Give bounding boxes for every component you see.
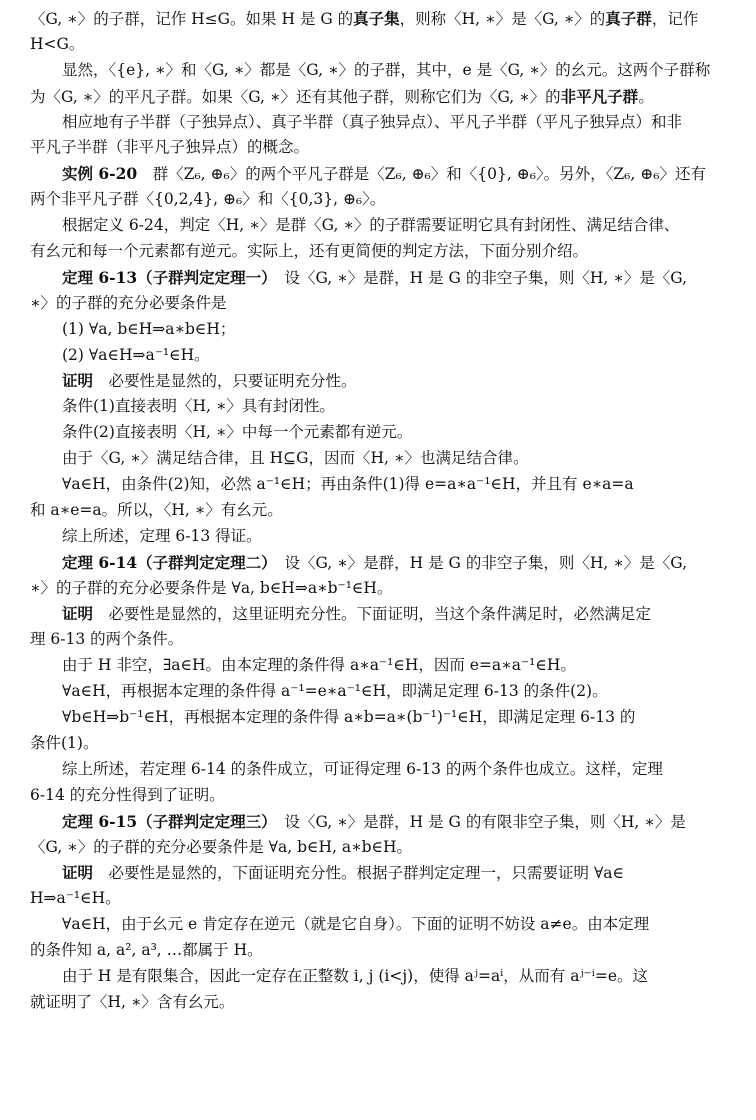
text-run: 由于 H 是有限集合，因此一定存在正整数 i, j (i<j)，使得 aʲ=aⁱ，从而有 aʲ⁻ⁱ=e。这	[62, 966, 649, 985]
text-line	[30, 58, 742, 84]
text-run: 必要性是显然的，只要证明充分性。	[93, 372, 357, 391]
text-run: ∀a∈H，由条件(2)知，必然 a⁻¹∈H；再由条件(1)得 e=a∗a⁻¹∈H，并且有 e∗a=a	[62, 475, 634, 494]
text-line	[30, 783, 742, 809]
text-line	[30, 265, 742, 291]
text-line	[30, 187, 742, 213]
text-run: ∗〉的子群的充分必要条件是	[30, 293, 227, 312]
text-run: 两个非平凡子群〈{0,2,4}, ⊕₆〉和〈{0,3}, ⊕₆〉。	[30, 190, 386, 209]
text-run: 就证明了〈H, ∗〉含有幺元。	[30, 992, 235, 1011]
text-line	[30, 446, 742, 472]
text-run: 设〈G, ∗〉是群，H 是 G 的非空子集，则〈H, ∗〉是〈G,	[268, 268, 687, 287]
text-run: ，则称〈H, ∗〉是〈G, ∗〉的	[399, 10, 606, 28]
text-run: 必要性是显然的，这里证明充分性。下面证明，当这个条件满足时，必然满足定	[93, 605, 652, 624]
text-run: 显然，〈{e}, ∗〉和〈G, ∗〉都是〈G, ∗〉的子群，其中，e 是〈G, ∗〉的幺元。这两个子群称	[62, 60, 711, 79]
text-run: 群〈Z₆, ⊕₆〉的两个平凡子群是〈Z₆, ⊕₆〉和〈{0}, ⊕₆〉。另外，〈Z₆, ⊕₆〉还有	[137, 165, 706, 184]
text-run: 条件(1)直接表明〈H, ∗〉具有封闭性。	[62, 397, 335, 416]
text-line	[30, 135, 742, 161]
text-line	[30, 84, 742, 110]
text-run: H<G。	[30, 34, 85, 53]
text-run: 条件(1)。	[30, 733, 99, 752]
text-line	[30, 394, 742, 420]
bold-term: 定理 6-13（子群判定定理一）	[62, 267, 269, 287]
text-run: 综上所述，定理 6-13 得证。	[62, 526, 262, 545]
text-line	[30, 990, 742, 1016]
text-line	[30, 239, 742, 265]
text-line	[30, 627, 742, 653]
text-run: 根据定义 6-24，判定〈H, ∗〉是群〈G, ∗〉的子群需要证明它具有封闭性、满足结合律、	[62, 216, 680, 235]
text-run: ∀a∈H，再根据本定理的条件得 a⁻¹=e∗a⁻¹∈H，即满足定理 6-13 的条件(2)。	[62, 682, 608, 701]
text-line	[30, 368, 742, 394]
text-run: 由于〈G, ∗〉满足结合律，且 H⊆G，因而〈H, ∗〉也满足结合律。	[62, 449, 529, 468]
bold-term: 定理 6-14（子群判定定理二）	[62, 552, 269, 572]
text-run: 条件(2)直接表明〈H, ∗〉中每一个元素都有逆元。	[62, 423, 413, 442]
text-line	[30, 498, 742, 524]
text-line	[30, 809, 742, 835]
bold-term: 实例 6-20	[62, 164, 138, 184]
text-line	[30, 835, 742, 861]
text-run: 的条件知 a, a², a³, …都属于 H。	[30, 941, 263, 960]
text-run: 为〈G, ∗〉的平凡子群。如果〈G, ∗〉还有其他子群，则称它们为〈G, ∗〉的	[30, 87, 561, 106]
text-run: 由于 H 非空，∃a∈H。由本定理的条件得 a∗a⁻¹∈H，因而 e=a∗a⁻¹∈H。	[62, 656, 576, 675]
text-line	[30, 472, 742, 498]
text-run: 平凡子半群（非平凡子独异点）的概念。	[30, 138, 310, 157]
text-run: H⇒a⁻¹∈H。	[30, 889, 121, 908]
text-line	[30, 576, 742, 602]
bold-term: 真子集	[353, 9, 400, 28]
text-line	[30, 679, 742, 705]
text-run: 设〈G, ∗〉是群，H 是 G 的非空子集，则〈H, ∗〉是〈G,	[268, 553, 687, 572]
text-run: 相应地有子半群（子独异点）、真子半群（真子独异点）、平凡子半群（平凡子独异点）和非	[62, 112, 683, 131]
text-line	[30, 653, 742, 679]
text-line	[30, 317, 742, 343]
text-run: 〈G, ∗〉的子群的充分必要条件是 ∀a, b∈H, a∗b∈H。	[30, 837, 413, 856]
bold-term: 证明	[62, 604, 94, 624]
text-run: 。	[638, 87, 654, 106]
text-line	[30, 110, 742, 136]
text-line	[30, 420, 742, 446]
text-run: (2) ∀a∈H⇒a⁻¹∈H。	[62, 345, 210, 364]
text-line	[30, 705, 742, 731]
text-run: 〈G, ∗〉的子群，记作 H≤G。如果 H 是 G 的	[30, 10, 354, 28]
text-line	[30, 731, 742, 757]
text-line	[30, 550, 742, 576]
bold-term: 证明	[62, 863, 94, 883]
text-run: ∗〉的子群的充分必要条件是 ∀a, b∈H⇒a∗b⁻¹∈H。	[30, 578, 393, 597]
text-line	[30, 291, 742, 317]
text-line	[30, 757, 742, 783]
text-run: 设〈G, ∗〉是群，H 是 G 的有限非空子集，则〈H, ∗〉是	[268, 812, 686, 831]
text-run: ∀a∈H，由于幺元 e 肯定存在逆元（就是它自身）。下面的证明不妨设 a≠e。由本定理	[62, 915, 650, 934]
text-line	[30, 964, 742, 990]
text-run: 综上所述，若定理 6-14 的条件成立，可证得定理 6-13 的两个条件也成立。这样，定理	[62, 759, 663, 778]
text-line	[30, 938, 742, 964]
text-line	[30, 32, 742, 58]
text-line	[30, 912, 742, 938]
text-line	[30, 601, 742, 627]
text-run: 理 6-13 的两个条件。	[30, 630, 184, 649]
text-run: (1) ∀a, b∈H⇒a∗b∈H；	[62, 319, 236, 338]
bold-term: 非平凡子群	[560, 86, 639, 106]
text-line	[30, 213, 742, 239]
text-run: 6-14 的充分性得到了证明。	[30, 785, 225, 804]
text-line	[30, 886, 742, 912]
text-run: 有幺元和每一个元素都有逆元。实际上，还有更简便的判定方法，下面分别介绍。	[30, 242, 589, 261]
text-line	[30, 6, 742, 32]
text-line	[30, 161, 742, 187]
text-line	[30, 343, 742, 369]
text-run: 和 a∗e=a。所以，〈H, ∗〉有幺元。	[30, 500, 283, 519]
text-line	[30, 524, 742, 550]
text-run: ∀b∈H⇒b⁻¹∈H，再根据本定理的条件得 a∗b=a∗(b⁻¹)⁻¹∈H，即满足定理 6-13 的	[62, 708, 636, 727]
text-run: 必要性是显然的，下面证明充分性。根据子群判定定理一，只需要证明 ∀a∈	[93, 864, 625, 883]
bold-term: 证明	[62, 371, 94, 391]
bold-term: 真子群	[605, 9, 652, 28]
text-line	[30, 860, 742, 886]
text-run: ，记作	[651, 10, 699, 28]
bold-term: 定理 6-15（子群判定定理三）	[62, 811, 269, 831]
